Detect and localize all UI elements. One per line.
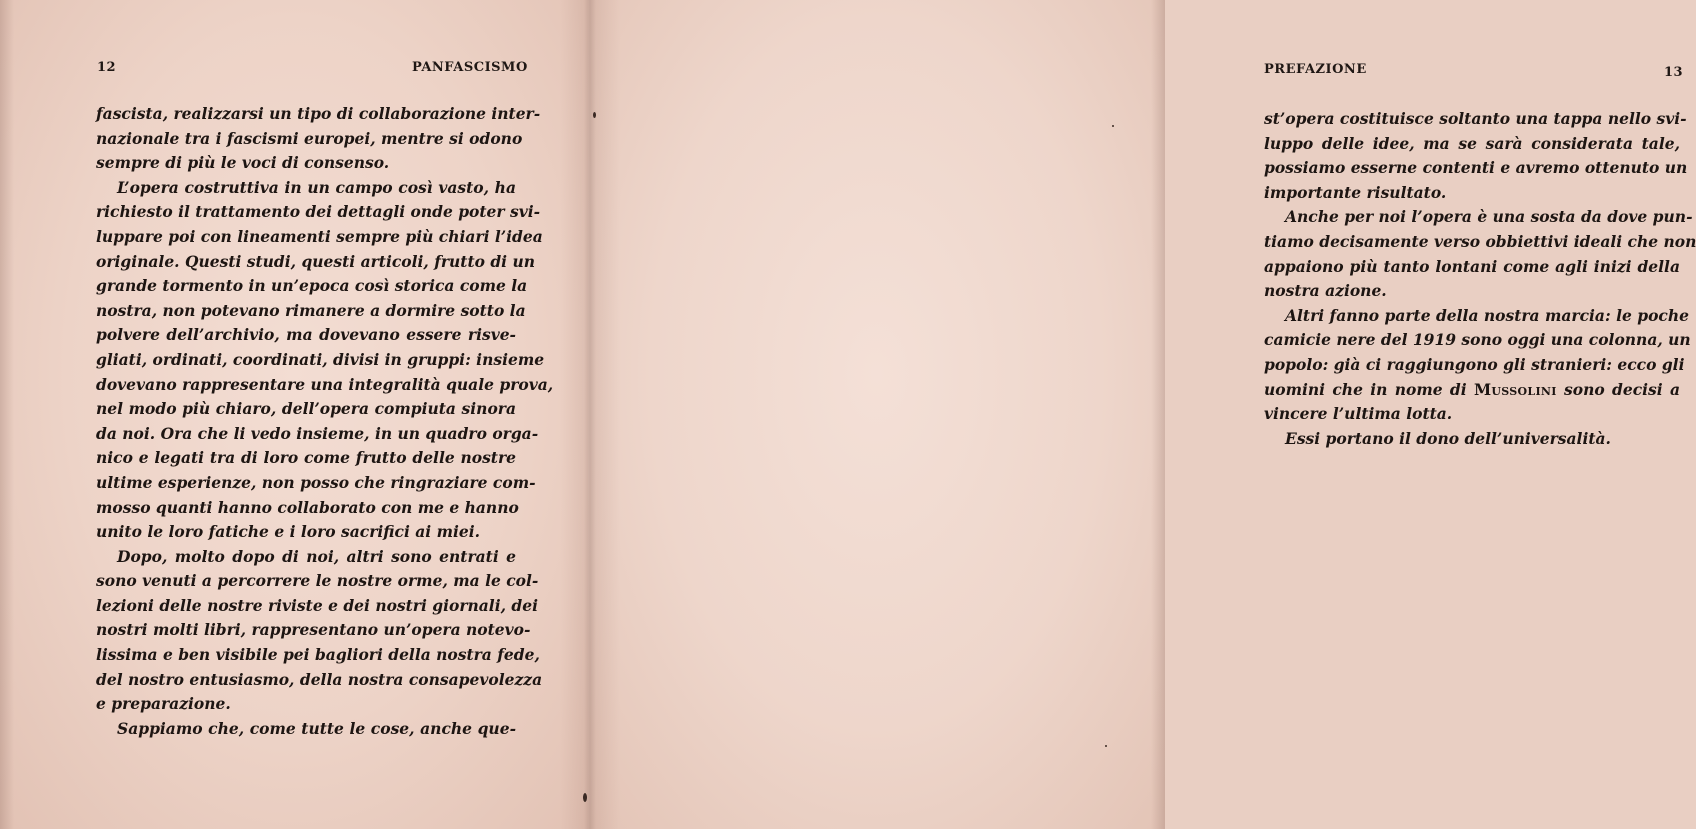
text-line: popolo: già ci raggiungono gli stranieri: ecco gli <box>1264 354 1685 374</box>
text-line: sempre di più le voci di consenso. <box>96 153 390 173</box>
text-line: e preparazione. <box>96 694 231 714</box>
right-running-head: PREFAZIONE <box>1264 62 1367 77</box>
text-fragment: uomini che in nome di <box>1264 379 1474 399</box>
text-line <box>1264 378 1680 403</box>
text-line: grande tormento in un’epoca così storica come la <box>96 276 528 296</box>
text-line: del nostro entusiasmo, della nostra consapevolezza <box>96 669 543 689</box>
text-line: nico e legati tra di loro come frutto delle nostre <box>96 448 516 468</box>
text-line: luppare poi con lineamenti sempre più chiari l’idea <box>96 226 543 246</box>
text-line: nostra, non potevano rimanere a dormire sotto la <box>96 300 526 320</box>
text-line: fascista, realizzarsi un tipo di collaborazione inter- <box>96 104 541 123</box>
text-line: camicie nere del 1919 sono oggi una colonna, un <box>1264 330 1691 350</box>
text-line: vincere l’ultima lotta. <box>1264 404 1453 424</box>
right-page-body <box>1264 107 1696 451</box>
text-line: originale. Questi studi, questi articoli, frutto di un <box>96 251 536 271</box>
text-line: ultime esperienze, non posso che ringraziare com- <box>96 472 536 492</box>
text-line: nostra azione. <box>1264 281 1387 301</box>
text-line: st’opera costituisce soltanto una tappa nello svi- <box>1264 109 1687 128</box>
left-page-number: 12 <box>97 60 117 75</box>
text-line: L’opera costruttiva in un campo così vasto, ha <box>117 177 516 197</box>
text-line: da noi. Ora che li vedo insieme, in un quadro orga- <box>96 423 539 443</box>
text-line: Altri fanno parte della nostra marcia: le poche <box>1285 305 1689 325</box>
text-line: tiamo decisamente verso obbiettivi ideali che non <box>1264 231 1696 251</box>
page-edge-shadow <box>1151 0 1165 829</box>
text-line: sono venuti a percorrere le nostre orme, ma le col- <box>96 571 539 591</box>
paper-speck <box>583 793 587 802</box>
left-running-head: PANFASCISMO <box>412 60 528 75</box>
left-page <box>0 0 588 829</box>
text-line: Essi portano il dono dell’universalità. <box>1285 428 1611 448</box>
page-edge-shadow <box>0 0 14 829</box>
text-line: unito le loro fatiche e i loro sacrifici ai miei. <box>96 522 481 542</box>
text-fragment: sono decisi a <box>1556 379 1680 399</box>
text-line: polvere dell’archivio, ma dovevano essere risve- <box>96 325 516 345</box>
text-line: gliati, ordinati, coordinati, divisi in gruppi: insieme <box>96 349 545 369</box>
text-line: mosso quanti hanno collaborato con me e hanno <box>96 497 519 517</box>
text-line: Dopo, molto dopo di noi, altri sono entrati e <box>117 546 516 566</box>
text-line: Anche per noi l’opera è una sosta da dove pun- <box>1285 207 1693 227</box>
right-page-number: 13 <box>1664 65 1684 80</box>
text-line: Sappiamo che, come tutte le cose, anche que- <box>117 718 516 738</box>
text-line: nostri molti libri, rappresentano un’opera notevo- <box>96 620 531 640</box>
text-line: importante risultato. <box>1264 182 1447 202</box>
text-line: lissima e ben visibile pei bagliori della nostra fede, <box>96 645 540 665</box>
text-line: nazionale tra i fascismi europei, mentre si odono <box>96 128 523 148</box>
text-line: nel modo più chiaro, dell’opera compiuta sinora <box>96 399 516 419</box>
right-page <box>588 0 1696 829</box>
left-page-body <box>96 102 554 741</box>
paper-speck <box>1112 125 1114 127</box>
text-line: possiamo esserne contenti e avremo ottenuto un <box>1264 158 1688 178</box>
book-gutter <box>560 0 620 829</box>
text-line: luppo delle idee, ma se sarà considerata tale, <box>1264 133 1680 153</box>
text-line: richiesto il trattamento dei dettagli onde poter svi- <box>96 202 541 222</box>
text-line: lezioni delle nostre riviste e dei nostri giornali, dei <box>96 595 538 615</box>
paper-speck <box>1105 745 1107 747</box>
text-line: dovevano rappresentare una integralità quale prova, <box>96 374 554 394</box>
name-smallcaps: Mussolini <box>1473 379 1557 399</box>
paper-speck <box>593 112 596 118</box>
text-line: appaiono più tanto lontani come agli inizi della <box>1264 256 1680 276</box>
